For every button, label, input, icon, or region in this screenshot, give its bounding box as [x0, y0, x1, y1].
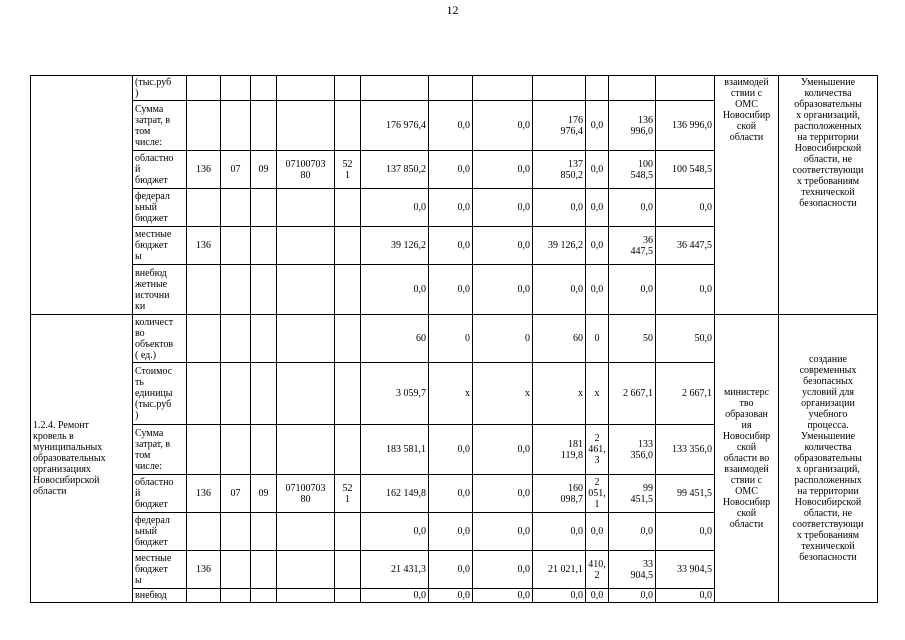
value-cell-s: 176 976,4	[361, 101, 429, 151]
value-cell-y4: 0,0	[586, 265, 609, 315]
value-cell-vr	[335, 265, 361, 315]
value-cell-y1: 0,0	[429, 513, 473, 551]
value-cell-csr	[277, 76, 335, 101]
value-cell-s	[361, 76, 429, 101]
indicator-label: внебюд	[133, 589, 187, 603]
value-cell-y2: 0,0	[473, 589, 533, 603]
value-cell-s: 39 126,2	[361, 227, 429, 265]
value-cell-vr	[335, 589, 361, 603]
event-name-cell: 1.2.4. Ремонт кровель в муниципальных образовательных организациях Новосибирской области	[31, 315, 133, 603]
value-cell-y3: 181 119,8	[533, 425, 586, 475]
value-cell-y1: 0,0	[429, 189, 473, 227]
value-cell-y5: 36 447,5	[609, 227, 656, 265]
value-cell-rz: 07	[221, 151, 251, 189]
value-cell-grbs	[187, 513, 221, 551]
value-cell-y4: 0,0	[586, 589, 609, 603]
value-cell-grbs	[187, 363, 221, 425]
value-cell-y6: 36 447,5	[656, 227, 715, 265]
value-cell-pr	[251, 101, 277, 151]
value-cell-pr	[251, 551, 277, 589]
value-cell-y3: 0,0	[533, 589, 586, 603]
value-cell-y3: 0,0	[533, 513, 586, 551]
value-cell-y6: 100 548,5	[656, 151, 715, 189]
value-cell-y2: 0,0	[473, 475, 533, 513]
indicator-label: (тыс.руб )	[133, 76, 187, 101]
value-cell-pr	[251, 265, 277, 315]
value-cell-y5: 136 996,0	[609, 101, 656, 151]
value-cell-vr	[335, 425, 361, 475]
value-cell-rz	[221, 189, 251, 227]
page-number: 12	[446, 3, 459, 17]
value-cell-s: 21 431,3	[361, 551, 429, 589]
value-cell-y1: 0,0	[429, 551, 473, 589]
value-cell-y3: 21 021,1	[533, 551, 586, 589]
value-cell-csr	[277, 363, 335, 425]
value-cell-pr	[251, 189, 277, 227]
value-cell-y6: 0,0	[656, 265, 715, 315]
value-cell-y2: 0,0	[473, 101, 533, 151]
value-cell-y6: 33 904,5	[656, 551, 715, 589]
value-cell-s: 183 581,1	[361, 425, 429, 475]
value-cell-grbs	[187, 589, 221, 603]
value-cell-y1: 0,0	[429, 265, 473, 315]
value-cell-y4: 0,0	[586, 189, 609, 227]
value-cell-grbs	[187, 101, 221, 151]
value-cell-pr: 09	[251, 151, 277, 189]
indicator-label: Стоимос ть единицы (тыс.руб )	[133, 363, 187, 425]
value-cell-rz	[221, 227, 251, 265]
value-cell-rz	[221, 513, 251, 551]
value-cell-pr	[251, 227, 277, 265]
value-cell-grbs	[187, 265, 221, 315]
value-cell-y6: 0,0	[656, 513, 715, 551]
value-cell-grbs: 136	[187, 227, 221, 265]
value-cell-grbs: 136	[187, 151, 221, 189]
value-cell-rz	[221, 363, 251, 425]
value-cell-y5: 0,0	[609, 589, 656, 603]
value-cell-s: 0,0	[361, 589, 429, 603]
value-cell-y5: 0,0	[609, 513, 656, 551]
indicator-label: местные бюджет ы	[133, 227, 187, 265]
value-cell-y4: х	[586, 363, 609, 425]
value-cell-rz	[221, 265, 251, 315]
value-cell-rz	[221, 315, 251, 363]
event-name-cell	[31, 76, 133, 315]
value-cell-y2: 0,0	[473, 265, 533, 315]
value-cell-csr: 07100703 80	[277, 475, 335, 513]
value-cell-pr	[251, 589, 277, 603]
value-cell-csr	[277, 315, 335, 363]
value-cell-grbs	[187, 76, 221, 101]
value-cell-rz	[221, 425, 251, 475]
value-cell-y4: 410, 2	[586, 551, 609, 589]
value-cell-vr	[335, 315, 361, 363]
value-cell-y5: 99 451,5	[609, 475, 656, 513]
value-cell-s: 3 059,7	[361, 363, 429, 425]
indicator-label: Сумма затрат, в том числе:	[133, 425, 187, 475]
value-cell-y5: 0,0	[609, 189, 656, 227]
value-cell-vr	[335, 227, 361, 265]
table-row	[31, 315, 878, 363]
value-cell-y6: 133 356,0	[656, 425, 715, 475]
value-cell-y6: 99 451,5	[656, 475, 715, 513]
value-cell-csr	[277, 551, 335, 589]
indicator-label: областно й бюджет	[133, 475, 187, 513]
value-cell-y2: 0,0	[473, 189, 533, 227]
value-cell-csr	[277, 265, 335, 315]
indicator-label: количест во объектов ( ед.)	[133, 315, 187, 363]
value-cell-csr	[277, 589, 335, 603]
value-cell-y2: 0,0	[473, 551, 533, 589]
value-cell-y3: 176 976,4	[533, 101, 586, 151]
value-cell-pr	[251, 363, 277, 425]
value-cell-vr	[335, 363, 361, 425]
value-cell-pr	[251, 513, 277, 551]
value-cell-y4: 0,0	[586, 151, 609, 189]
indicator-label: федерал ьный бюджет	[133, 189, 187, 227]
value-cell-y5	[609, 76, 656, 101]
value-cell-pr	[251, 315, 277, 363]
value-cell-csr	[277, 425, 335, 475]
value-cell-y1: 0,0	[429, 425, 473, 475]
value-cell-y5: 50	[609, 315, 656, 363]
value-cell-y3: 137 850,2	[533, 151, 586, 189]
value-cell-pr	[251, 76, 277, 101]
value-cell-rz	[221, 101, 251, 151]
value-cell-vr	[335, 76, 361, 101]
value-cell-s: 0,0	[361, 265, 429, 315]
indicator-label: областно й бюджет	[133, 151, 187, 189]
value-cell-y4	[586, 76, 609, 101]
value-cell-pr: 09	[251, 475, 277, 513]
value-cell-vr	[335, 101, 361, 151]
value-cell-rz	[221, 76, 251, 101]
value-cell-y2: 0,0	[473, 513, 533, 551]
value-cell-y6: 0,0	[656, 589, 715, 603]
value-cell-vr	[335, 513, 361, 551]
value-cell-y4: 0,0	[586, 513, 609, 551]
value-cell-s: 60	[361, 315, 429, 363]
value-cell-grbs: 136	[187, 551, 221, 589]
value-cell-y5: 33 904,5	[609, 551, 656, 589]
value-cell-csr	[277, 227, 335, 265]
value-cell-y1: 0,0	[429, 151, 473, 189]
program-table	[30, 75, 878, 603]
value-cell-y2: 0,0	[473, 425, 533, 475]
indicator-label: федерал ьный бюджет	[133, 513, 187, 551]
value-cell-y1: 0,0	[429, 227, 473, 265]
value-cell-y3: х	[533, 363, 586, 425]
value-cell-y3: 0,0	[533, 189, 586, 227]
value-cell-y5: 2 667,1	[609, 363, 656, 425]
value-cell-csr: 07100703 80	[277, 151, 335, 189]
value-cell-rz	[221, 589, 251, 603]
value-cell-y4: 2 051, 1	[586, 475, 609, 513]
value-cell-csr	[277, 513, 335, 551]
executor-cell: министерс тво образован ия Новосибир ской области во взаимодей ствии с ОМС Новосибир ской области	[715, 315, 779, 603]
value-cell-y2: 0,0	[473, 151, 533, 189]
value-cell-rz: 07	[221, 475, 251, 513]
value-cell-y2: 0	[473, 315, 533, 363]
value-cell-rz	[221, 551, 251, 589]
value-cell-vr: 52 1	[335, 151, 361, 189]
value-cell-grbs: 136	[187, 475, 221, 513]
value-cell-s: 0,0	[361, 189, 429, 227]
value-cell-y2	[473, 76, 533, 101]
value-cell-y6: 2 667,1	[656, 363, 715, 425]
value-cell-y3: 39 126,2	[533, 227, 586, 265]
value-cell-grbs	[187, 315, 221, 363]
value-cell-vr	[335, 189, 361, 227]
value-cell-y3: 60	[533, 315, 586, 363]
value-cell-y5: 100 548,5	[609, 151, 656, 189]
value-cell-y3: 0,0	[533, 265, 586, 315]
value-cell-csr	[277, 189, 335, 227]
value-cell-vr	[335, 551, 361, 589]
value-cell-grbs	[187, 425, 221, 475]
value-cell-grbs	[187, 189, 221, 227]
value-cell-y1: 0,0	[429, 101, 473, 151]
value-cell-s: 137 850,2	[361, 151, 429, 189]
value-cell-y5: 0,0	[609, 265, 656, 315]
value-cell-y6	[656, 76, 715, 101]
value-cell-y4: 2 461, 3	[586, 425, 609, 475]
value-cell-csr	[277, 101, 335, 151]
table-row	[31, 76, 878, 101]
value-cell-y6: 0,0	[656, 189, 715, 227]
value-cell-pr	[251, 425, 277, 475]
value-cell-y5: 133 356,0	[609, 425, 656, 475]
value-cell-y1: х	[429, 363, 473, 425]
value-cell-y6: 136 996,0	[656, 101, 715, 151]
indicator-label: Сумма затрат, в том числе:	[133, 101, 187, 151]
value-cell-y3: 160 098,7	[533, 475, 586, 513]
value-cell-y6: 50,0	[656, 315, 715, 363]
value-cell-y4: 0	[586, 315, 609, 363]
value-cell-y2: х	[473, 363, 533, 425]
value-cell-y4: 0,0	[586, 227, 609, 265]
indicator-label: внебюд жетные источни ки	[133, 265, 187, 315]
value-cell-y1	[429, 76, 473, 101]
expected-result-cell: создание современных безопасных условий для организации учебного процесса. Уменьшение количества образовательны х организаций, расположенных на территории Новосибирской области, не соответствующи х требованиям технической безопасности	[779, 315, 878, 603]
value-cell-y1: 0	[429, 315, 473, 363]
value-cell-s: 162 149,8	[361, 475, 429, 513]
indicator-label: местные бюджет ы	[133, 551, 187, 589]
value-cell-s: 0,0	[361, 513, 429, 551]
value-cell-y4: 0,0	[586, 101, 609, 151]
value-cell-y1: 0,0	[429, 589, 473, 603]
value-cell-y2: 0,0	[473, 227, 533, 265]
executor-cell: взаимодей ствии с ОМС Новосибир ской области	[715, 76, 779, 315]
value-cell-y1: 0,0	[429, 475, 473, 513]
value-cell-vr: 52 1	[335, 475, 361, 513]
value-cell-y3	[533, 76, 586, 101]
expected-result-cell: Уменьшение количества образовательны х организаций, расположенных на территории Новосибирской области, не соответствующи х требованиям технической безопасности	[779, 76, 878, 315]
